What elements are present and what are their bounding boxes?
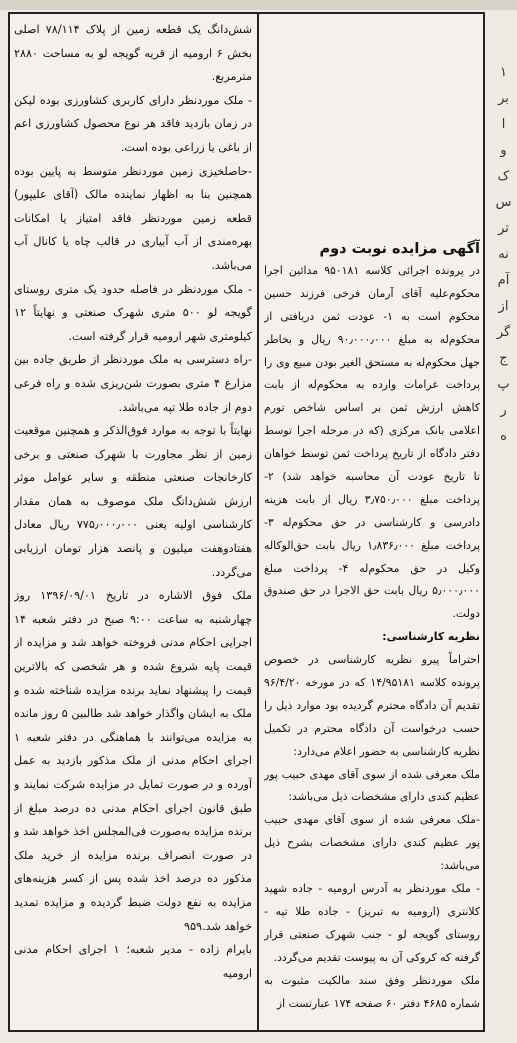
edge-fragment: نه: [498, 247, 509, 262]
expert-intro-paragraph: احتراماً پیرو نظریه کارشناسی در خصوص پرونده کلاسه ۱۴/۹۵۱۸۱ که در مورخه ۹۶/۴/۲۰ تقدیم آن دادگاه محترم گردیده بود موارد ذیل را حسب درخواست آن دادگاه محترم در تکمیل نظریه کارشناسی به حضور اعلام می‌دارد:: [264, 653, 480, 758]
land-use-paragraph: - ملک موردنظر دارای کاربری کشاورزی بوده لیکن در زمان بازدید فاقد هر نوع محصول کشاورزی اعم از باغی یا زراعی بوده است.: [14, 93, 252, 154]
edge-fragment: ک: [497, 169, 510, 184]
edge-fragment: ر: [500, 403, 507, 418]
plot-paragraph: شش‌دانگ یک قطعه زمین از پلاک ۷۸/۱۱۴ اصلی بخش ۶ ارومیه از قریه گویجه لو به مساحت ۲۸۸۰ مترمربع.: [14, 23, 252, 84]
fertility-paragraph: -حاصلخیزی زمین موردنظر متوسط به پایین بوده همچنین بنا به اظهار نماینده مالک (آقای علیپور) قطعه زمین موردنظر فاقد امتیاز یا امکانات بهره‌مندی از آب آبیاری در قالب چاه یا کانال آب می‌باشد.: [14, 164, 252, 272]
top-strip: [0, 0, 517, 10]
edge-fragment: ه: [500, 429, 507, 444]
right-column: [264, 238, 480, 1028]
edge-fragment: بر: [498, 91, 509, 106]
auction-terms-paragraph: ملک فوق الاشاره در تاریخ ۱۳۹۶/۰۹/۰۱ روز چهارشنبه به ساعت ۹:۰۰ صبح در دفتر شعبه ۱۴ اجرایی احکام مدنی فروخته خواهد شد و مزایده از قیمت پایه شروع شده و هر شخصی که بالاترین قیمت را پیشنهاد نماید برنده مزایده شناخته شده و ملک به ایشان واگذار خواهد شد طالبین ۵ روز مانده به مزایده می‌توانند با هماهنگی در دفتر شعبه ۱ اجرای احکام مدنی از ملک مذکور بازدید به عمل آورده و در صورت تمایل در مزایده شرکت نمایند و طبق قانون اجرای احکام مدنی ده درصد مبلغ از برنده مزایده به‌صورت فی‌المجلس اخذ خواهد شد و در صورت انصراف برنده مزایده از خرید ملک مذکور ده درصد اخذ شده پس از کسر هزینه‌های مزایده به نفع دولت ضبط گردیده و مزایده تمدید خواهد شد.۹۵۹: [14, 589, 252, 933]
left-column: [14, 18, 252, 1028]
deed-paragraph: ملک موردنظر وفق سند مالکیت مثبوت به شماره ۴۶۸۵ دفتر ۶۰ صفحه ۱۷۴ عبارتست از: [264, 973, 480, 1010]
edge-fragment: تر: [498, 221, 509, 236]
property-intro-paragraph: ملک معرفی شده از سوی آقای مهدی حبیب پور عظیم کندی دارای مشخصات ذیل می‌باشد:: [264, 767, 480, 804]
expert-opinion-heading: نظریه کارشناسی:: [382, 630, 480, 644]
signature-line: بایرام زاده - مدیر شعبه؛ ۱ اجرای احکام مدنی ارومیه: [14, 943, 252, 980]
distance-paragraph: - ملک موردنظر در فاصله حدود یک متری روستای گویجه لو ۵۰۰ متری شهرک صنعتی و نهایتاً ۱۲ کیلومتری شهر ارومیه قرار گرفته است.: [14, 282, 252, 343]
valuation-paragraph: نهایتاً با توجه به موارد فوق‌الذکر و همچنین موقعیت زمین از نظر مجاورت با شهرک صنعتی و برخی کارخانجات صنعتی منطقه و سایر عوامل موثر ارزش شش‌دانگ ملک موصوف به همان مقدار کارشناسی اولیه یعنی ۷۷۵٫۰۰۰٫۰۰۰ ریال معادل هفتادوهفت میلیون و پانصد هزار تومان ارزیابی می‌گردد.: [14, 424, 252, 579]
edge-fragment: پ: [497, 377, 510, 392]
edge-fragment: ا: [501, 117, 506, 132]
notice-title: آگهی مزایده نوبت دوم: [319, 241, 480, 257]
edge-fragment: ۱: [500, 65, 507, 80]
adjacent-column-fragments: [490, 60, 517, 620]
address-paragraph: - ملک موردنظر به آدرس ارومیه - جاده شهید کلانتری (ارومیه به تبریز) - جاده طلا تپه - روستای گویجه لو - جنب شهرک صنعتی قرار گرفته که کروکی آن به پیوست تقدیم می‌گردد.: [264, 882, 480, 964]
column-divider: [257, 12, 259, 1032]
edge-fragment: گر: [496, 325, 511, 340]
property-spec-paragraph: -ملک معرفی شده از سوی آقای مهدی حبیب پور عظیم کندی دارای مشخصات بشرح ذیل می‌باشد:: [264, 813, 480, 873]
edge-fragment: س: [495, 195, 512, 210]
case-paragraph: در پرونده اجرائی کلاسه ۹۵۰۱۸۱ مدائین اجرا محکوم‌علیه آقای آرمان فرخی فرزند حسین محکوم است به ۱- عودت ثمن دریافتی از محکوم‌له به مبلغ ۹۰٫۰۰۰٫۰۰۰ ریال و بخاطر جهل محکوم‌له به مستحق الغیر بودن مبیع وی را پرداخت غرامات وارده به محکوم‌له از بابت کاهش ارزش ثمن بر اساس شاخص تورم اعلامی بانک مرکزی (که در مرحله اجرا توسط دفتر دادگاه از تاریخ پرداخت ثمن توسط خواهان تا تاریخ عودت آن محاسبه خواهد شد) ۲- پرداخت مبلغ ۳٫۷۵۰٫۰۰۰ ریال از بابت هزینه دادرسی و کارشناسی در حق محکوم‌له ۳- پرداخت مبلغ ۱٫۸۳۶٫۰۰۰ ریال بابت حق‌الوکاله وکیل در حق محکوم‌له ۴- پرداخت مبلغ ۵٫۰۰۰٫۰۰۰ ریال بابت حق الاجرا در حق صندوق دولت.: [264, 264, 480, 621]
edge-fragment: از: [498, 299, 509, 314]
edge-fragment: ج: [499, 351, 508, 366]
edge-fragment: و: [500, 143, 507, 158]
edge-fragment: آم: [497, 273, 510, 288]
access-road-paragraph: -راه دسترسی به ملک موردنظر از طریق جاده بین مزارع ۴ متری بصورت شن‌ریزی شده و راه فرعی دوم از جاده طلا تپه می‌باشد.: [14, 353, 252, 414]
